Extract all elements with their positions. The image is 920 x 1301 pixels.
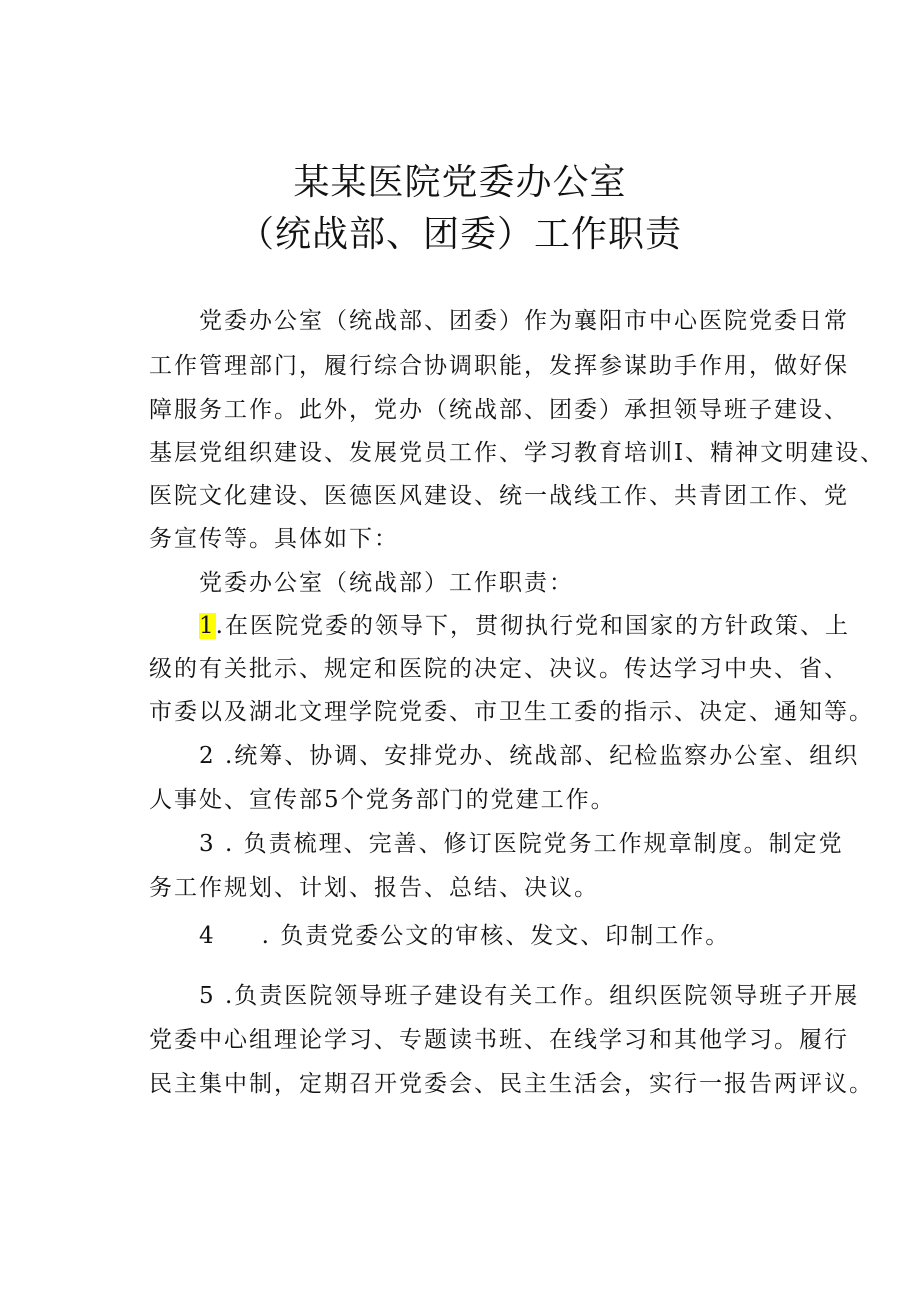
item-1-line: 级的有关批示、规定和医院的决定、决议。传达学习中央、省、 xyxy=(149,656,849,682)
item-4-line xyxy=(199,920,859,952)
item-2-line: 2 .统筹、协调、安排党办、统战部、纪检监察办公室、组织 xyxy=(199,743,860,769)
item-1-line: 市委以及湖北文理学院党委、市卫生工委的指示、决定、通知等。 xyxy=(149,699,874,725)
intro-line: 医院文化建设、医德医风建设、统一战线工作、共青团工作、党 xyxy=(149,483,849,509)
item-2-line: 人事处、宣传部5个党务部门的党建工作。 xyxy=(149,787,616,813)
document-title-line-2: （统战部、团委）工作职责 xyxy=(237,214,682,255)
item-4-text: . 负责党委公文的审核、发文、印制工作。 xyxy=(261,923,731,949)
intro-line: 党委办公室（统战部、团委）作为襄阳市中心医院党委日常 xyxy=(199,308,849,334)
intro-line: 基层党组织建设、发展党员工作、学习教育培训I、精神文明建设、 xyxy=(149,440,886,466)
item-3-line: 3 . 负责梳理、完善、修订医院党务工作规章制度。制定党 xyxy=(199,831,844,857)
intro-line: 工作管理部门，履行综合协调职能，发挥参谋助手作用，做好保 xyxy=(149,353,849,379)
item-5-line: 5 .负责医院领导班子建设有关工作。组织医院领导班子开展 xyxy=(199,983,860,1009)
item-1-line xyxy=(199,610,859,642)
item-5-line: 党委中心组理论学习、专题读书班、在线学习和其他学习。履行 xyxy=(149,1027,849,1053)
item-4-number: 4 xyxy=(199,923,216,949)
item-3-line: 务工作规划、计划、报告、总结、决议。 xyxy=(149,875,599,901)
highlighted-item-number: 1 xyxy=(199,613,216,639)
intro-line: 务宣传等。具体如下： xyxy=(149,526,399,552)
document-title-line-1: 某某医院党委办公室 xyxy=(293,162,627,203)
item-5-line: 民主集中制，定期召开党委会、民主生活会，实行一报告两评议。 xyxy=(149,1071,874,1097)
intro-line: 障服务工作。此外，党办（统战部、团委）承担领导班子建设、 xyxy=(149,397,849,423)
section-heading: 党委办公室（统战部）工作职责： xyxy=(199,570,574,596)
item-1-text: .在医院党委的领导下，贯彻执行党和国家的方针政策、上 xyxy=(215,613,850,639)
